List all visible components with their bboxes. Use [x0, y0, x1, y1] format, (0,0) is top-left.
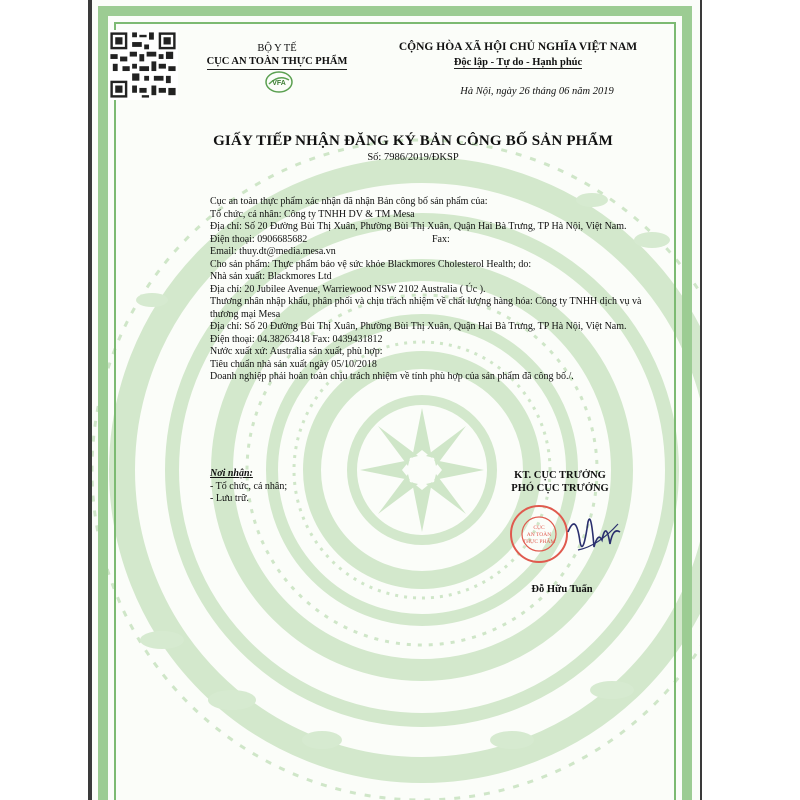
ministry-name: BỘ Y TẾ — [257, 43, 297, 54]
svg-text:THỰC PHẨM: THỰC PHẨM — [522, 539, 556, 545]
recipients-title: Nơi nhận: — [210, 468, 253, 479]
origin-line: Nước xuất xứ: Australia sản xuất, phù hợp: — [210, 346, 383, 357]
recipients-block — [210, 468, 360, 506]
responsibility-line: Doanh nghiệp phải hoàn toàn chịu trách nhiệm về tính phù hợp của sản phẩm đã công bố./. — [210, 371, 574, 382]
manufacturer-address-line: Địa chỉ: 20 Jubilee Avenue, Warriewood NSW 2102 Australia ( Úc ). — [210, 283, 486, 295]
document-title: GIẤY TIẾP NHẬN ĐĂNG KÝ BẢN CÔNG BỐ SẢN PHẨM — [213, 133, 613, 149]
fax-label: Fax: — [432, 233, 450, 245]
issue-date: Hà Nội, ngày 26 tháng 06 năm 2019 — [460, 86, 614, 97]
recipient-item: - Tổ chức, cá nhân; — [210, 480, 288, 492]
product-line: Cho sản phẩm: Thực phẩm bảo vệ sức khỏe Blackmores Cholesterol Health; do: — [210, 258, 532, 270]
certificate-page — [92, 0, 700, 800]
manufacturer-line: Nhà sản xuất: Blackmores Ltd — [210, 271, 332, 282]
signer-name: Đỗ Hữu Tuấn — [531, 584, 593, 595]
country-name: CỘNG HÒA XÃ HỘI CHỦ NGHĨA VIỆT NAM — [398, 41, 638, 53]
address-line: Địa chỉ: Số 20 Đường Bùi Thị Xuân, Phường Bùi Thị Xuân, Quận Hai Bà Trưng, TP Hà Nội, Việt Nam. — [210, 221, 627, 232]
svg-text:VFA: VFA — [272, 80, 286, 87]
national-header — [378, 40, 658, 70]
issuer-header — [197, 42, 357, 70]
document-number: Số: 7986/2019/ĐKSP — [367, 152, 459, 163]
organization-line: Tổ chức, cá nhân: Công ty TNHH DV & TM Mesa — [210, 208, 415, 220]
phone-line: Điện thoại: 0906685682 — [210, 233, 308, 245]
recipient-item: - Lưu trữ. — [210, 493, 249, 504]
email-line: Email: thuy.dt@media.mesa.vn — [210, 246, 336, 257]
svg-text:CỤC: CỤC — [533, 525, 545, 531]
agency-name: CỤC AN TOÀN THỰC PHẨM — [207, 55, 348, 70]
intro-line: Cục an toàn thực phẩm xác nhận đã nhận Bản công bố sản phẩm của: — [210, 196, 488, 207]
signatory-title — [480, 469, 640, 495]
certificate-body — [210, 196, 660, 384]
qr-code-icon — [108, 30, 178, 100]
national-motto: Độc lập - Tự do - Hạnh phúc — [453, 57, 583, 68]
importer-phone-line: Điện thoại: 04.38263418 Fax: 0439431812 — [210, 333, 383, 345]
standard-line: Tiêu chuẩn nhà sản xuất ngày 05/10/2018 — [210, 358, 377, 370]
signatory-line-1: KT. CỤC TRƯỞNG — [514, 470, 606, 481]
svg-text:AN TOÀN: AN TOÀN — [526, 532, 552, 538]
handwritten-signature-icon — [558, 502, 628, 562]
importer-address-line: Địa chỉ: Số 20 Đường Bùi Thị Xuân, Phường Bùi Thị Xuân, Quận Hai Bà Trưng, TP Hà Nội, Việt Nam. — [210, 321, 627, 332]
importer-line: Thương nhân nhập khẩu, phân phối và chịu trách nhiệm về chất lượng hàng hóa: Công ty TNHH dịch vụ và thương mại Mesa — [210, 296, 642, 320]
signatory-line-2: PHÓ CỤC TRƯỞNG — [511, 483, 609, 494]
vfa-logo-icon — [264, 70, 294, 94]
